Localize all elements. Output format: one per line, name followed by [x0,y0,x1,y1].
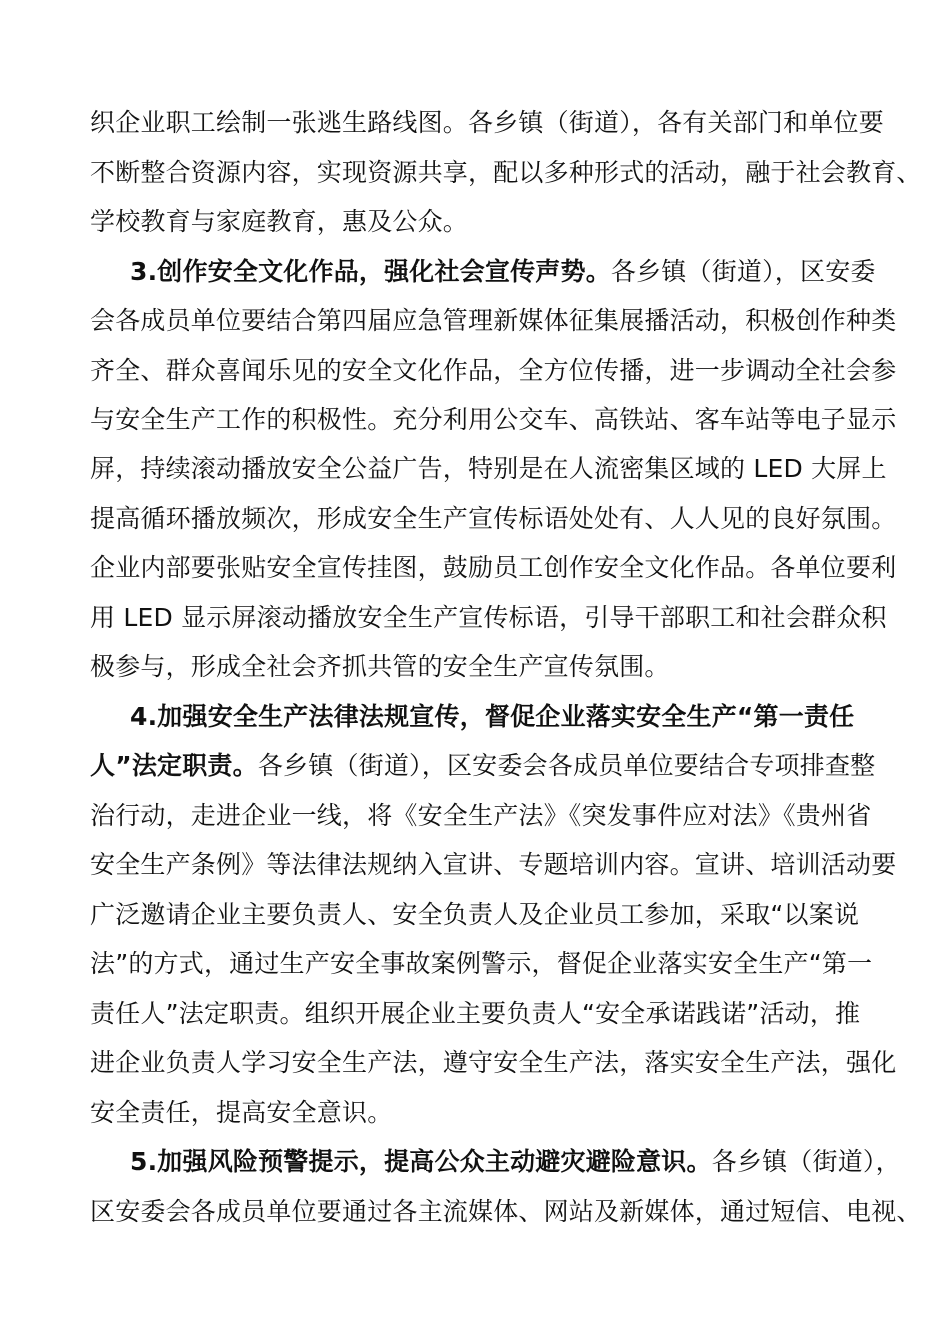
heading-text: 人”法定职责。 [90,751,258,780]
paragraph-line [90,551,897,585]
line-text: 会各成员单位要结合第四届应急管理新媒体征集展播活动，积极创作种类 [90,306,897,335]
line-text: 用 LED 显示屏滚动播放安全生产宣传标语，引导干部职工和社会群众积 [90,603,887,632]
paragraph-line [90,601,890,635]
line-text: 各乡镇（街道），区安委会各成员单位要结合专项排查整 [257,751,876,780]
line-text: 齐全、群众喜闻乐见的安全文化作品，全方位传播，进一步调动全社会参 [90,356,897,385]
line-text: 提高循环播放频次，形成安全生产宣传标语处处有、人人见的良好氛围。 [90,504,897,533]
heading-text: 5.加强风险预警提示，提高公众主动避灾避险意识。 [130,1147,712,1176]
line-text: 与安全生产工作的积极性。充分利用公交车、高铁站、客车站等电子显示 [90,405,897,434]
paragraph-line [90,898,890,932]
paragraph-line [90,304,897,338]
paragraph-line [90,848,897,882]
section-heading-5 [130,1145,930,1179]
line-text: 企业内部要张贴安全宣传挂图，鼓励员工创作安全文化作品。各单位要利 [90,553,897,582]
line-text: 区安委会各成员单位要通过各主流媒体、网站及新媒体，通过短信、电视、 [90,1197,922,1226]
paragraph-line [90,354,897,388]
line-text: 学校教育与家庭教育，惠及公众。 [90,207,469,236]
line-text: 法”的方式，通过生产安全事故案例警示，督促企业落实安全生产“第一 [90,949,873,978]
heading-text: 4.加强安全生产法律法规宣传，督促企业落实安全生产“第一责任 [130,702,855,731]
line-text: 安全生产条例》等法律法规纳入宣讲、专题培训内容。宣讲、培训活动要 [90,850,897,879]
line-text: 极参与，形成全社会齐抓共管的安全生产宣传氛围。 [90,652,670,681]
line-text: 屏，持续滚动播放安全公益广告，特别是在人流密集区域的 LED 大屏上 [90,454,887,483]
paragraph-line [90,106,890,140]
line-text: 广泛邀请企业主要负责人、安全负责人及企业员工参加，采取“以案说 [90,900,860,929]
line-text: 治行动，走进企业一线，将《安全生产法》《突发事件应对法》《贵州省 [90,801,872,830]
heading-text: 3.创作安全文化作品，强化社会宣传声势。 [130,257,611,286]
paragraph-line [90,1046,897,1080]
line-text: 责任人”法定职责。组织开展企业主要负责人“安全承诺践诺”活动，推 [90,999,861,1028]
paragraph-line [90,947,890,981]
paragraph-line [90,799,890,833]
paragraph-line [90,403,897,437]
paragraph-line [90,997,890,1031]
paragraph-line [90,1096,890,1130]
paragraph-line [90,1195,922,1229]
paragraph-line [90,156,922,190]
paragraph-line [90,502,897,536]
line-text: 织企业职工绘制一张逃生路线图。各乡镇（街道），各有关部门和单位要 [90,108,884,137]
line-text: 不断整合资源内容，实现资源共享，配以多种形式的活动，融于社会教育、 [90,158,922,187]
paragraph-line [90,650,890,684]
section-heading-4 [130,700,930,734]
paragraph-line [90,452,890,486]
line-text: 各乡镇（街道），区安委 [610,257,876,286]
paragraph-line [90,749,890,783]
line-text: 安全责任，提高安全意识。 [90,1098,393,1127]
paragraph-line [90,205,890,239]
line-text: 各乡镇（街道）， [711,1147,901,1176]
line-text: 进企业负责人学习安全生产法，遵守安全生产法，落实安全生产法，强化 [90,1048,897,1077]
section-heading-3 [130,255,930,289]
